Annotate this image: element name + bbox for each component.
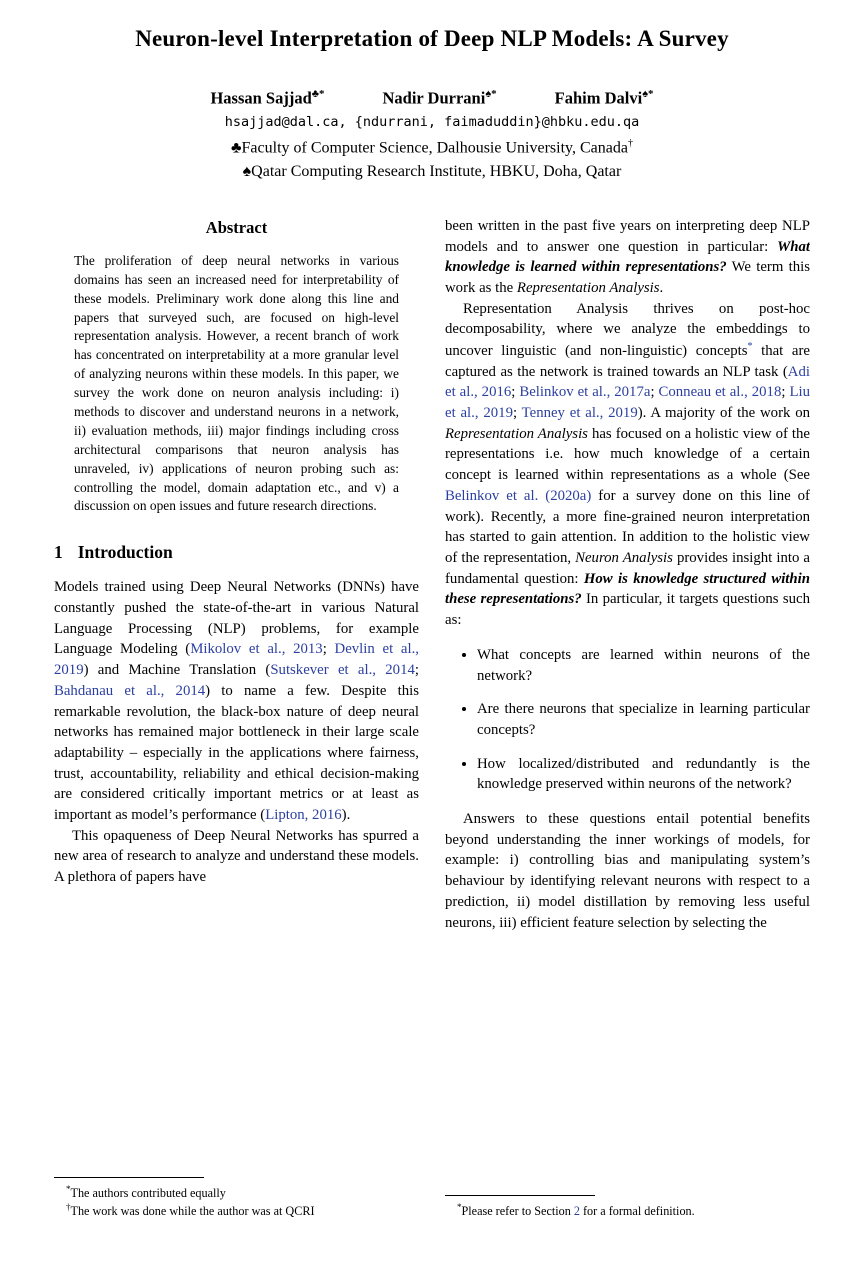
author-3-mark: ♠* [642,88,654,100]
text-segment: ; [512,405,522,422]
text-segment: We term this work as the [445,259,810,296]
right-column-content [445,216,810,1187]
footnote-rule [54,1177,204,1178]
text-segment: † [627,137,633,149]
citation-link[interactable]: Lipton, 2016 [265,807,342,824]
author-3-name: Fahim Dalvi [554,88,643,108]
research-questions-list [445,645,810,795]
text-segment: provides insight into a fundamental question: [445,550,810,587]
section-title: Introduction [77,542,173,563]
text-segment: ; [781,384,790,401]
section-heading-introduction [54,542,419,563]
text-segment: Faculty of Computer Science, Dalhousie University, Canada [241,138,628,156]
list-item: • What concepts are learned within neurons of the network? [477,645,810,686]
author-2 [382,88,496,109]
author-2-name: Nadir Durrani [382,88,486,108]
footnote-text: The work was done while the author was at QCRI [70,1204,315,1219]
right-paragraph-1 [445,216,810,299]
text-segment: What knowledge is learned within representations? [445,238,810,276]
right-footnotes [445,1187,810,1220]
citation-link[interactable]: Mikolov et al., 2013 [190,641,323,658]
text-segment: ♠ [242,162,252,180]
right-column [445,216,810,1220]
citation-link[interactable]: Belinkov et al., 2017a [519,384,651,401]
abstract-heading: Abstract [205,217,268,237]
citation-link[interactable]: Belinkov et al. (2020a) [445,487,592,504]
paper-title: Neuron-level Interpretation of Deep NLP Models: A Survey [135,26,729,51]
text-segment: ). A majority of the work on [637,405,810,422]
text-segment: for a survey done on this line of work). Recently, a more fine-grained neuron interpretation has started to gain attention. In addition to the holistic view of the representation, [445,487,810,566]
author-1 [210,88,324,109]
abstract-text: The proliferation of deep neural networks in various domains has seen an increased need for interpretability of these models. Preliminary work done along this line and papers that surveyed such, are focused on high-level representation analysis. However, a recent branch of work has concentrated on interpretability at a more granular level of analyzing neurons within these models. In this paper, we survey the work done on neuron analysis including: i) methods to discover and understand neurons in a network, ii) evaluation methods, iii) major findings including cross architectural comparisons that neuron analysis has unraveled, iv) applications of neuron probing such as: controlling the model, domain adaptation etc., and v) a discussion on open issues and future research directions. [74,252,399,514]
right-paragraph-2 [445,299,810,631]
author-block [54,88,810,109]
citation-link[interactable]: Tenney et al., 2019 [521,405,638,422]
text-segment: ♣ [231,138,242,156]
two-column-layout [54,216,810,1220]
text-segment: that are captured as the network is trained towards an NLP task ( [445,342,810,380]
text-segment: * [457,1202,462,1213]
text-segment: ; [650,384,659,401]
text-segment: ). [341,807,351,824]
left-column-content [54,216,419,1169]
text-segment: Qatar Computing Research Institute, HBKU, Doha, Qatar [251,162,622,180]
intro-paragraph-2: This opaqueness of Deep Neural Networks has spurred a new area of research to analyze and understand these models. A plethora of papers have [54,827,419,886]
citation-link[interactable]: Bahdanau et al., 2014 [54,682,206,699]
citation-link[interactable]: Sutskever et al., 2014 [270,662,415,679]
text-segment: Representation Analysis [445,425,588,442]
footnote-marker-dagger: † [66,1202,71,1213]
text-segment: ; [322,641,335,658]
text-segment: Representation Analysis thrives on post-hoc decomposability, where we analyze the embeddings to uncover linguistic (and non-linguistic) concepts [445,300,810,359]
author-2-mark: ♠* [485,88,497,100]
text-segment: for a formal definition. [579,1204,695,1219]
citation-link[interactable]: Devlin et al., 2019 [54,641,419,679]
affiliation-1 [54,136,810,160]
text-segment: has focused on a holistic view of the representations i.e. how much knowledge of a certain concept is learned within representations as a whole (See [445,425,810,484]
footnote-text: The authors contributed equally [70,1185,226,1200]
text-segment: ) and Machine Translation ( [83,662,271,679]
citation-link[interactable]: Liu et al., 2019 [445,384,810,422]
right-paragraph-3: Answers to these questions entail potential benefits beyond understanding the inner workings of models, for example: i) controlling bias and manipulating system’s behaviour by identifying relevant neurons with respect to a prediction, ii) model distillation by removing less useful neurons, iii) efficient feature selection by selecting the [445,811,810,931]
footnote-qcri [54,1201,419,1220]
left-footnotes [54,1169,419,1220]
citation-link[interactable]: 2 [573,1204,580,1219]
footnote-definition [445,1201,810,1220]
text-segment: Neuron Analysis [575,550,673,566]
text-segment: ; [414,662,419,679]
text-segment: In particular, it targets questions such as: [445,591,810,629]
left-column [54,216,419,1220]
citation-link[interactable]: Conneau et al., 2018 [658,384,782,401]
affiliation-2 [54,160,810,184]
abstract-section [54,218,419,516]
author-1-mark: ♣* [311,88,325,100]
text-segment: Please refer to Section [461,1204,574,1219]
footnote-rule [445,1195,595,1196]
list-item: • Are there neurons that specialize in learning particular concepts? [477,699,810,740]
text-segment: ) to name a few. Despite this remarkable revolution, the black-box nature of deep neural networks has remained major bottleneck in their large scale adaptability – especially in the applications where fairness, trust, accountability, reliability and ethical decision-making are considered critically important metrics or at least as important as model’s performance ( [54,682,419,824]
text-segment: been written in the past five years on interpreting deep NLP models and to answer one question in particular: [445,217,810,255]
citation-link[interactable]: Adi et al., 2016 [445,363,810,401]
author-1-name: Hassan Sajjad [210,88,312,108]
text-segment: ; [511,384,520,401]
text-segment: . [659,279,664,296]
text-segment: Representation Analysis [516,279,660,296]
footnote-marker-asterisk: * [66,1183,71,1194]
text-segment: Models trained using Deep Neural Networks (DNNs) have constantly pushed the state-of-the-art in various Natural Language Processing (NLP) problems, for example Language Modeling ( [54,579,419,658]
list-item: • How localized/distributed and redundantly is the knowledge preserved within neurons of the network? [477,754,810,795]
text-segment: How is knowledge structured within these representations? [445,570,810,608]
author-3 [555,88,654,109]
section-number: 1 [54,542,63,563]
citation-link[interactable]: * [747,341,753,353]
author-emails: hsajjad@dal.ca, {ndurrani, faimaduddin}@hbku.edu.qa [224,113,640,130]
footnote-equal-contribution [54,1183,419,1202]
intro-paragraph-1 [54,577,419,825]
